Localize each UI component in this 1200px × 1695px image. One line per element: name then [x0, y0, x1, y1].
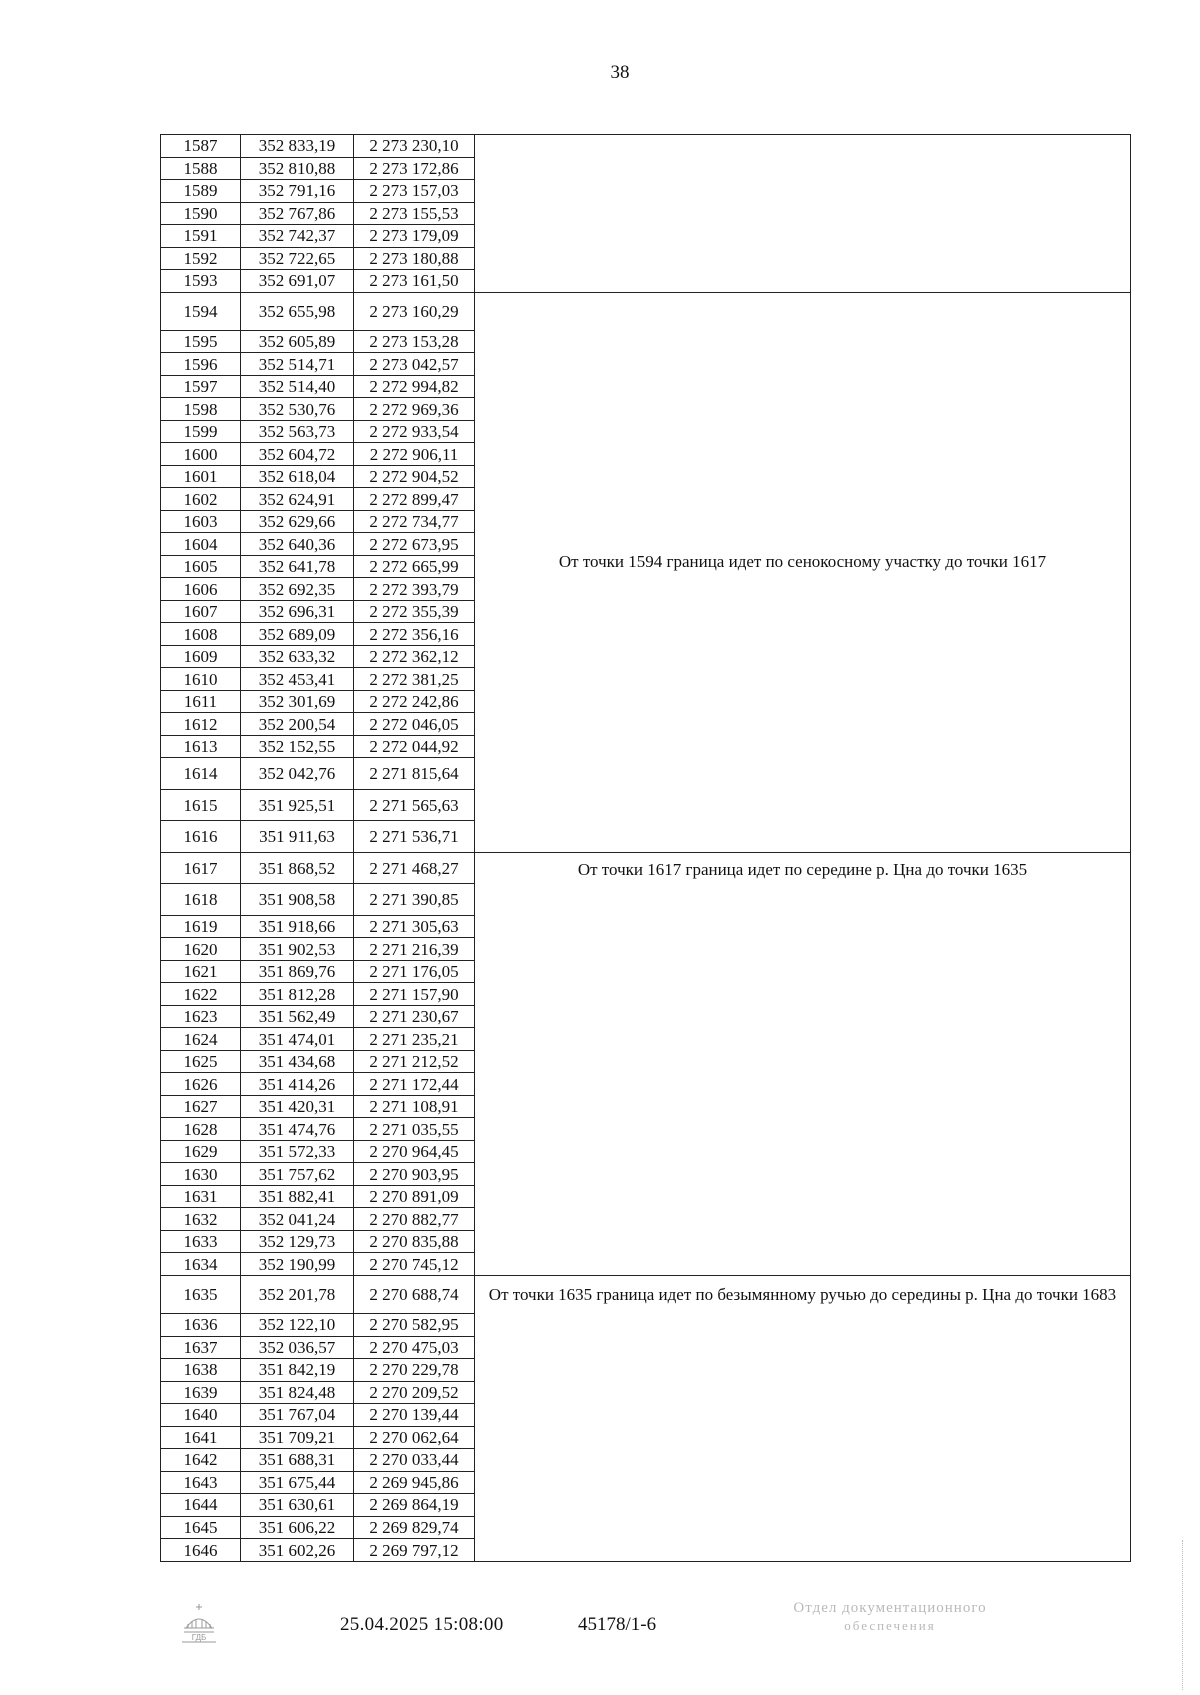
x-coordinate: 351 767,04	[241, 1404, 354, 1427]
coordinates-table	[160, 134, 1131, 1562]
y-coordinate: 2 271 305,63	[354, 915, 475, 938]
x-coordinate: 351 918,66	[241, 915, 354, 938]
y-coordinate: 2 272 355,39	[354, 600, 475, 623]
boundary-description	[475, 135, 1131, 293]
point-number: 1634	[161, 1253, 241, 1276]
point-number: 1597	[161, 375, 241, 398]
x-coordinate: 352 742,37	[241, 225, 354, 248]
point-number: 1617	[161, 852, 241, 884]
x-coordinate: 351 602,26	[241, 1539, 354, 1562]
x-coordinate: 352 640,36	[241, 533, 354, 556]
point-number: 1622	[161, 983, 241, 1006]
x-coordinate: 352 453,41	[241, 668, 354, 691]
table-row	[161, 1275, 1131, 1313]
y-coordinate: 2 270 688,74	[354, 1275, 475, 1313]
x-coordinate: 352 689,09	[241, 623, 354, 646]
x-coordinate: 352 605,89	[241, 330, 354, 353]
point-number: 1640	[161, 1404, 241, 1427]
y-coordinate: 2 272 362,12	[354, 645, 475, 668]
point-number: 1593	[161, 270, 241, 293]
y-coordinate: 2 272 381,25	[354, 668, 475, 691]
point-number: 1598	[161, 398, 241, 421]
point-number: 1632	[161, 1208, 241, 1231]
scan-edge-mark	[1182, 1540, 1184, 1690]
x-coordinate: 352 722,65	[241, 247, 354, 270]
y-coordinate: 2 273 161,50	[354, 270, 475, 293]
point-number: 1615	[161, 789, 241, 821]
point-number: 1600	[161, 443, 241, 466]
point-number: 1609	[161, 645, 241, 668]
point-number: 1624	[161, 1028, 241, 1051]
x-coordinate: 351 925,51	[241, 789, 354, 821]
point-number: 1601	[161, 465, 241, 488]
y-coordinate: 2 269 829,74	[354, 1516, 475, 1539]
point-number: 1626	[161, 1073, 241, 1096]
point-number: 1592	[161, 247, 241, 270]
y-coordinate: 2 271 390,85	[354, 884, 475, 916]
x-coordinate: 352 629,66	[241, 510, 354, 533]
y-coordinate: 2 271 108,91	[354, 1095, 475, 1118]
x-coordinate: 351 902,53	[241, 938, 354, 961]
point-number: 1606	[161, 578, 241, 601]
x-coordinate: 352 624,91	[241, 488, 354, 511]
x-coordinate: 352 767,86	[241, 202, 354, 225]
y-coordinate: 2 272 904,52	[354, 465, 475, 488]
y-coordinate: 2 272 899,47	[354, 488, 475, 511]
x-coordinate: 351 709,21	[241, 1426, 354, 1449]
point-number: 1636	[161, 1314, 241, 1337]
point-number: 1644	[161, 1494, 241, 1517]
point-number: 1608	[161, 623, 241, 646]
x-coordinate: 352 530,76	[241, 398, 354, 421]
point-number: 1610	[161, 668, 241, 691]
y-coordinate: 2 270 209,52	[354, 1381, 475, 1404]
x-coordinate: 351 562,49	[241, 1005, 354, 1028]
y-coordinate: 2 272 969,36	[354, 398, 475, 421]
y-coordinate: 2 272 665,99	[354, 555, 475, 578]
point-number: 1635	[161, 1275, 241, 1313]
x-coordinate: 351 842,19	[241, 1359, 354, 1382]
point-number: 1625	[161, 1050, 241, 1073]
boundary-description: От точки 1594 граница идет по сенокосному участку до точки 1617	[475, 292, 1131, 852]
x-coordinate: 351 812,28	[241, 983, 354, 1006]
y-coordinate: 2 272 994,82	[354, 375, 475, 398]
x-coordinate: 352 122,10	[241, 1314, 354, 1337]
point-number: 1642	[161, 1449, 241, 1472]
stamp-line-2: обеспечения	[844, 1618, 936, 1633]
point-number: 1641	[161, 1426, 241, 1449]
point-number: 1628	[161, 1118, 241, 1141]
point-number: 1611	[161, 690, 241, 713]
x-coordinate: 352 042,76	[241, 758, 354, 790]
x-coordinate: 351 688,31	[241, 1449, 354, 1472]
point-number: 1591	[161, 225, 241, 248]
table-row	[161, 135, 1131, 158]
page-number: 38	[610, 62, 630, 83]
y-coordinate: 2 269 797,12	[354, 1539, 475, 1562]
y-coordinate: 2 270 033,44	[354, 1449, 475, 1472]
footer-datetime: 25.04.2025 15:08:00	[340, 1614, 504, 1635]
x-coordinate: 352 618,04	[241, 465, 354, 488]
x-coordinate: 351 908,58	[241, 884, 354, 916]
point-number: 1619	[161, 915, 241, 938]
point-number: 1618	[161, 884, 241, 916]
y-coordinate: 2 270 582,95	[354, 1314, 475, 1337]
point-number: 1589	[161, 180, 241, 203]
y-coordinate: 2 273 155,53	[354, 202, 475, 225]
point-number: 1629	[161, 1140, 241, 1163]
y-coordinate: 2 270 139,44	[354, 1404, 475, 1427]
y-coordinate: 2 271 815,64	[354, 758, 475, 790]
x-coordinate: 352 655,98	[241, 292, 354, 330]
x-coordinate: 352 833,19	[241, 135, 354, 158]
point-number: 1638	[161, 1359, 241, 1382]
x-coordinate: 352 152,55	[241, 735, 354, 758]
point-number: 1621	[161, 960, 241, 983]
table-body	[161, 135, 1131, 1562]
point-number: 1613	[161, 735, 241, 758]
point-number: 1616	[161, 821, 241, 853]
y-coordinate: 2 273 180,88	[354, 247, 475, 270]
y-coordinate: 2 270 891,09	[354, 1185, 475, 1208]
department-stamp	[740, 1600, 1040, 1634]
x-coordinate: 351 868,52	[241, 852, 354, 884]
y-coordinate: 2 272 242,86	[354, 690, 475, 713]
x-coordinate: 351 882,41	[241, 1185, 354, 1208]
y-coordinate: 2 273 157,03	[354, 180, 475, 203]
x-coordinate: 352 563,73	[241, 420, 354, 443]
point-number: 1590	[161, 202, 241, 225]
logo-icon	[176, 1600, 222, 1650]
x-coordinate: 351 757,62	[241, 1163, 354, 1186]
point-number: 1637	[161, 1336, 241, 1359]
point-number: 1620	[161, 938, 241, 961]
svg-text:ГДБ: ГДБ	[191, 1633, 207, 1642]
x-coordinate: 352 129,73	[241, 1230, 354, 1253]
x-coordinate: 352 604,72	[241, 443, 354, 466]
point-number: 1605	[161, 555, 241, 578]
y-coordinate: 2 273 042,57	[354, 353, 475, 376]
y-coordinate: 2 272 906,11	[354, 443, 475, 466]
x-coordinate: 351 869,76	[241, 960, 354, 983]
point-number: 1603	[161, 510, 241, 533]
point-number: 1639	[161, 1381, 241, 1404]
y-coordinate: 2 271 216,39	[354, 938, 475, 961]
boundary-description: От точки 1635 граница идет по безымянному ручью до середины р. Цна до точки 1683	[475, 1275, 1131, 1561]
y-coordinate: 2 269 945,86	[354, 1471, 475, 1494]
x-coordinate: 351 675,44	[241, 1471, 354, 1494]
boundary-description: От точки 1617 граница идет по середине р. Цна до точки 1635	[475, 852, 1131, 1275]
table-row	[161, 292, 1131, 330]
x-coordinate: 351 434,68	[241, 1050, 354, 1073]
x-coordinate: 351 420,31	[241, 1095, 354, 1118]
footer-registration-number: 45178/1-6	[578, 1614, 657, 1635]
y-coordinate: 2 270 062,64	[354, 1426, 475, 1449]
point-number: 1595	[161, 330, 241, 353]
x-coordinate: 351 474,76	[241, 1118, 354, 1141]
point-number: 1645	[161, 1516, 241, 1539]
x-coordinate: 352 810,88	[241, 157, 354, 180]
x-coordinate: 352 041,24	[241, 1208, 354, 1231]
x-coordinate: 351 911,63	[241, 821, 354, 853]
y-coordinate: 2 270 475,03	[354, 1336, 475, 1359]
x-coordinate: 352 791,16	[241, 180, 354, 203]
y-coordinate: 2 272 673,95	[354, 533, 475, 556]
point-number: 1596	[161, 353, 241, 376]
y-coordinate: 2 271 157,90	[354, 983, 475, 1006]
y-coordinate: 2 270 964,45	[354, 1140, 475, 1163]
point-number: 1614	[161, 758, 241, 790]
point-number: 1612	[161, 713, 241, 736]
point-number: 1633	[161, 1230, 241, 1253]
point-number: 1594	[161, 292, 241, 330]
point-number: 1643	[161, 1471, 241, 1494]
x-coordinate: 351 414,26	[241, 1073, 354, 1096]
y-coordinate: 2 272 046,05	[354, 713, 475, 736]
y-coordinate: 2 271 172,44	[354, 1073, 475, 1096]
point-number: 1631	[161, 1185, 241, 1208]
y-coordinate: 2 271 176,05	[354, 960, 475, 983]
y-coordinate: 2 273 153,28	[354, 330, 475, 353]
point-number: 1602	[161, 488, 241, 511]
y-coordinate: 2 271 035,55	[354, 1118, 475, 1141]
point-number: 1599	[161, 420, 241, 443]
y-coordinate: 2 270 903,95	[354, 1163, 475, 1186]
x-coordinate: 352 696,31	[241, 600, 354, 623]
x-coordinate: 352 514,71	[241, 353, 354, 376]
x-coordinate: 352 514,40	[241, 375, 354, 398]
point-number: 1646	[161, 1539, 241, 1562]
point-number: 1627	[161, 1095, 241, 1118]
y-coordinate: 2 272 356,16	[354, 623, 475, 646]
y-coordinate: 2 271 565,63	[354, 789, 475, 821]
point-number: 1607	[161, 600, 241, 623]
y-coordinate: 2 272 734,77	[354, 510, 475, 533]
x-coordinate: 352 201,78	[241, 1275, 354, 1313]
x-coordinate: 352 036,57	[241, 1336, 354, 1359]
y-coordinate: 2 269 864,19	[354, 1494, 475, 1517]
point-number: 1630	[161, 1163, 241, 1186]
x-coordinate: 352 641,78	[241, 555, 354, 578]
y-coordinate: 2 270 229,78	[354, 1359, 475, 1382]
x-coordinate: 351 474,01	[241, 1028, 354, 1051]
y-coordinate: 2 273 230,10	[354, 135, 475, 158]
y-coordinate: 2 270 835,88	[354, 1230, 475, 1253]
y-coordinate: 2 273 179,09	[354, 225, 475, 248]
y-coordinate: 2 271 212,52	[354, 1050, 475, 1073]
y-coordinate: 2 270 745,12	[354, 1253, 475, 1276]
y-coordinate: 2 272 044,92	[354, 735, 475, 758]
y-coordinate: 2 272 393,79	[354, 578, 475, 601]
x-coordinate: 351 824,48	[241, 1381, 354, 1404]
point-number: 1588	[161, 157, 241, 180]
point-number: 1604	[161, 533, 241, 556]
point-number: 1587	[161, 135, 241, 158]
x-coordinate: 352 692,35	[241, 578, 354, 601]
x-coordinate: 351 630,61	[241, 1494, 354, 1517]
x-coordinate: 351 606,22	[241, 1516, 354, 1539]
y-coordinate: 2 270 882,77	[354, 1208, 475, 1231]
x-coordinate: 351 572,33	[241, 1140, 354, 1163]
y-coordinate: 2 271 536,71	[354, 821, 475, 853]
x-coordinate: 352 190,99	[241, 1253, 354, 1276]
table-row	[161, 852, 1131, 884]
y-coordinate: 2 271 235,21	[354, 1028, 475, 1051]
x-coordinate: 352 200,54	[241, 713, 354, 736]
y-coordinate: 2 273 160,29	[354, 292, 475, 330]
x-coordinate: 352 691,07	[241, 270, 354, 293]
point-number: 1623	[161, 1005, 241, 1028]
x-coordinate: 352 301,69	[241, 690, 354, 713]
y-coordinate: 2 273 172,86	[354, 157, 475, 180]
y-coordinate: 2 271 230,67	[354, 1005, 475, 1028]
x-coordinate: 352 633,32	[241, 645, 354, 668]
y-coordinate: 2 271 468,27	[354, 852, 475, 884]
y-coordinate: 2 272 933,54	[354, 420, 475, 443]
stamp-line-1: Отдел документационного	[793, 1600, 987, 1616]
